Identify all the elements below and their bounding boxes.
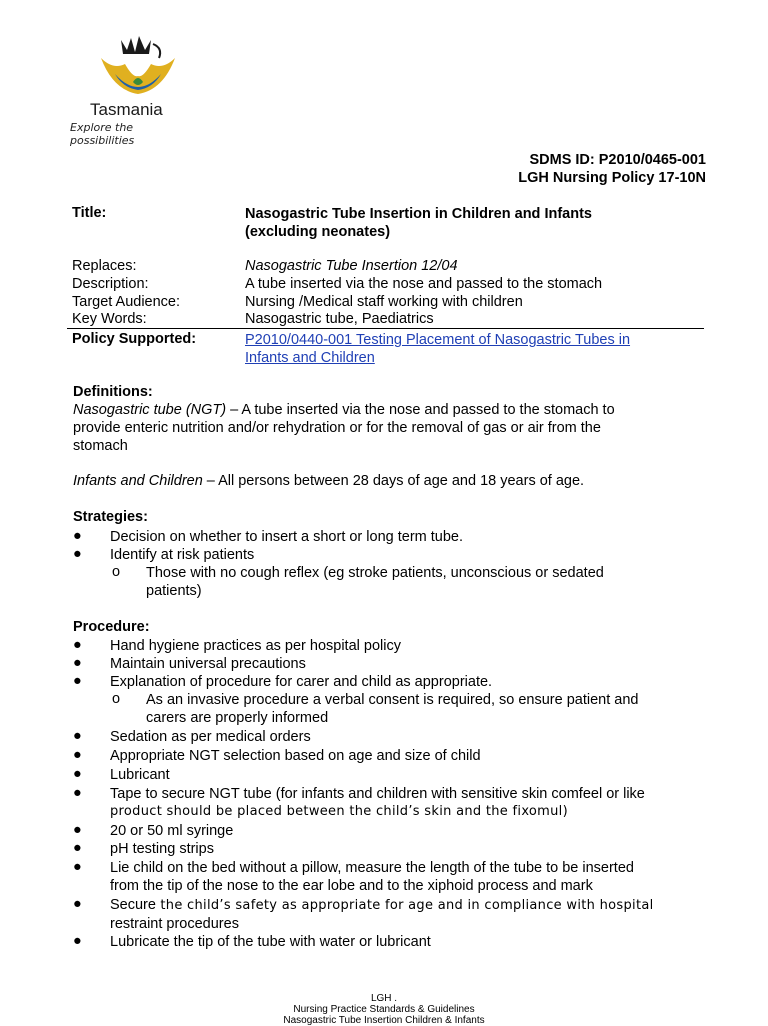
- bullet-icon: ●: [73, 747, 82, 763]
- bullet-icon: ●: [73, 840, 82, 856]
- tasmania-logo: [68, 30, 198, 147]
- strategy-item-1: Decision on whether to insert a short or long term tube.: [110, 529, 464, 545]
- bullet-icon: ●: [73, 896, 82, 912]
- procedure-item-11-rest: the child’s safety as appropriate for age and in compliance with hospital: [155, 898, 654, 913]
- definitions-heading: Definitions:: [73, 384, 153, 400]
- document-ids: [518, 151, 706, 187]
- keywords-value: Nasogastric tube, Paediatrics: [245, 311, 434, 327]
- strategy-subitem-1: [146, 564, 695, 600]
- procedure-item-12: Lubricate the tip of the tube with water or lubricant: [110, 934, 431, 950]
- procedure-item-3: Explanation of procedure for carer and child as appropriate.: [110, 674, 493, 690]
- procedure-item-1: Hand hygiene practices as per hospital policy: [110, 638, 401, 654]
- bullet-icon: ●: [73, 728, 82, 744]
- procedure-item-8: 20 or 50 ml syringe: [110, 823, 234, 839]
- ngt-term: Nasogastric tube (NGT): [73, 402, 227, 418]
- definition-ngt: [73, 401, 694, 455]
- audience-value: Nursing /Medical staff working with children: [245, 294, 523, 310]
- ic-def: – All persons between 28 days of age and 18 years of age.: [202, 473, 585, 489]
- document-title: [245, 205, 592, 241]
- replaces-label: Replaces:: [72, 258, 137, 274]
- footer-line-3: Nasogastric Tube Insertion Children & Infants: [283, 1015, 485, 1026]
- bullet-icon: ●: [73, 785, 82, 801]
- procedure-subitem-3-line-1: As an invasive procedure a verbal consent is required, so ensure patient and: [146, 692, 639, 708]
- procedure-item-7-line-1: Tape to secure NGT tube (for infants and children with sensitive skin comfeel or like: [110, 786, 645, 802]
- bullet-icon: ●: [73, 766, 82, 782]
- logo-wordmark: Tasmania: [90, 100, 163, 119]
- sub-bullet-icon: o: [112, 564, 121, 580]
- ngt-def-line-3: stomach: [73, 438, 128, 454]
- procedure-subitem-3-line-2: carers are properly informed: [146, 710, 329, 726]
- policy-supported-link[interactable]: [245, 331, 630, 367]
- bullet-icon: ●: [73, 528, 82, 544]
- description-value: A tube inserted via the nose and passed to the stomach: [245, 276, 603, 292]
- replaces-value: Nasogastric Tube Insertion 12/04: [245, 258, 458, 274]
- procedure-item-11-word: Secure: [110, 897, 156, 913]
- description-label: Description:: [72, 276, 149, 292]
- procedure-item-4: Sedation as per medical orders: [110, 729, 311, 745]
- policy-supported-label: Policy Supported:: [72, 331, 197, 347]
- procedure-item-5: Appropriate NGT selection based on age and size of child: [110, 748, 481, 764]
- sub-bullet-icon: o: [112, 691, 121, 707]
- ngt-def-line-1: – A tube inserted via the nose and passed to the stomach to: [226, 402, 615, 418]
- bullet-icon: ●: [73, 933, 82, 949]
- title-line-2: (excluding neonates): [245, 224, 391, 240]
- procedure-item-2: Maintain universal precautions: [110, 656, 306, 672]
- procedure-item-11: [110, 896, 695, 933]
- definition-infants-children: [73, 472, 694, 490]
- ic-term: Infants and Children: [73, 473, 203, 489]
- ngt-def-line-2: provide enteric nutrition and/or rehydration or for the removal of gas or air from the: [73, 420, 601, 436]
- sdms-id: SDMS ID: P2010/0465-001: [529, 152, 706, 168]
- bullet-icon: ●: [73, 655, 82, 671]
- policy-link-line-2[interactable]: Infants and Children: [245, 350, 375, 366]
- title-label: Title:: [72, 205, 107, 221]
- procedure-item-10-line-1: Lie child on the bed without a pillow, measure the length of the tube to be inserted: [110, 860, 634, 876]
- audience-label: Target Audience:: [72, 294, 181, 310]
- table-divider: [67, 328, 704, 329]
- policy-link-line-1[interactable]: P2010/0440-001 Testing Placement of Nasogastric Tubes in: [245, 332, 631, 348]
- footer-line-1: LGH .: [370, 993, 398, 1004]
- procedure-item-7-line-2: product should be placed between the child’s skin and the fixomul): [110, 804, 568, 819]
- bullet-icon: ●: [73, 859, 82, 875]
- policy-number: LGH Nursing Policy 17-10N: [518, 170, 706, 186]
- procedure-item-9: pH testing strips: [110, 841, 214, 857]
- procedure-item-10: [110, 859, 695, 895]
- procedure-heading: Procedure:: [73, 619, 150, 635]
- keywords-label: Key Words:: [72, 311, 147, 327]
- strategies-heading: Strategies:: [73, 509, 148, 525]
- bullet-icon: ●: [73, 546, 82, 562]
- procedure-item-10-line-2: from the tip of the nose to the ear lobe and to the xiphoid process and mark: [110, 878, 593, 894]
- strategy-subitem-1-line-1: Those with no cough reflex (eg stroke patients, unconscious or sedated: [146, 565, 604, 581]
- strategy-item-2: Identify at risk patients: [110, 547, 255, 563]
- procedure-subitem-3: [146, 691, 695, 727]
- procedure-item-6: Lubricant: [110, 767, 170, 783]
- footer-line-2: Nursing Practice Standards & Guidelines: [293, 1004, 475, 1015]
- bullet-icon: ●: [73, 637, 82, 653]
- bullet-icon: ●: [73, 822, 82, 838]
- procedure-item-11-line-2: restraint procedures: [110, 916, 239, 932]
- strategy-subitem-1-line-2: patients): [146, 583, 202, 599]
- tasmania-emblem-icon: [93, 30, 183, 100]
- bullet-icon: ●: [73, 673, 82, 689]
- title-line-1: Nasogastric Tube Insertion in Children and Infants: [245, 206, 592, 222]
- page-footer: [0, 993, 768, 1026]
- logo-tagline: Explore the possibilities: [70, 121, 135, 147]
- procedure-item-7: [110, 785, 695, 821]
